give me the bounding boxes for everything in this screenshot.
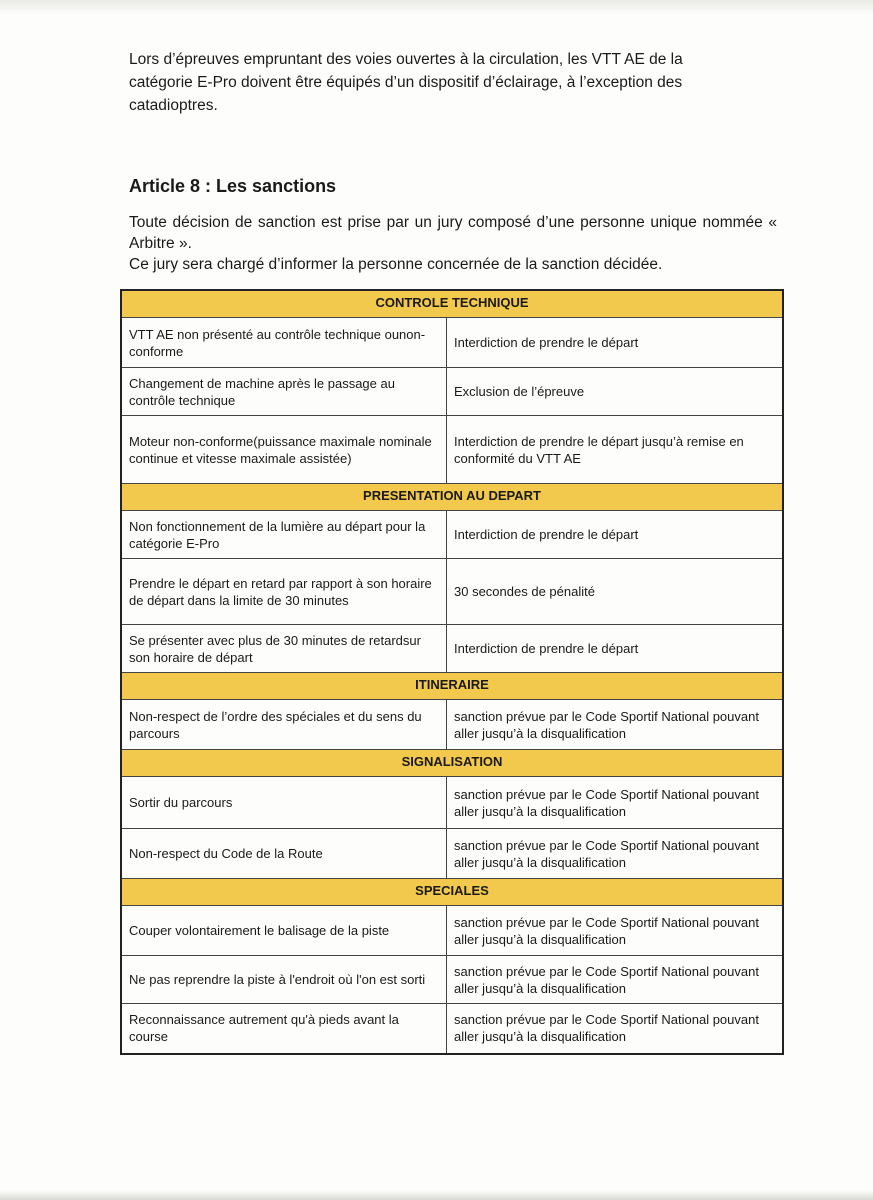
infraction-cell: Non-respect du Code de la Route — [121, 829, 447, 879]
section-title-controle-technique — [121, 290, 783, 318]
infraction-cell: Se présenter avec plus de 30 minutes de retardsur son horaire de départ — [121, 625, 447, 673]
sanction-cell: sanction prévue par le Code Sportif National pouvant aller jusqu’à la disqualification — [447, 700, 784, 750]
sanction-cell: Interdiction de prendre le départ jusqu’à remise en conformité du VTT AE — [447, 416, 784, 484]
infraction-cell: Ne pas reprendre la piste à l'endroit où l'on est sorti — [121, 956, 447, 1004]
sanction-cell: sanction prévue par le Code Sportif National pouvant aller jusqu’à la disqualification — [447, 829, 784, 879]
decision-paragraph-1: Toute décision de sanction est prise par un jury composé d’une personne unique nommée « Arbitre ». — [129, 214, 777, 252]
infraction-cell: Non-respect de l’ordre des spéciales et du sens du parcours — [121, 700, 447, 750]
section-title-text: PRESENTATION AU DEPART — [363, 488, 541, 503]
sanction-cell: Interdiction de prendre le départ — [447, 511, 784, 559]
table-row — [121, 416, 783, 484]
sanctions-table — [120, 289, 784, 1055]
section-header-row — [121, 484, 783, 511]
table-row — [121, 318, 783, 368]
infraction-cell: Sortir du parcours — [121, 777, 447, 829]
sanction-cell: 30 secondes de pénalité — [447, 559, 784, 625]
sanction-cell: Interdiction de prendre le départ — [447, 318, 784, 368]
section-header-row — [121, 290, 783, 318]
section-header-row — [121, 673, 783, 700]
decision-text — [129, 212, 777, 275]
table-row — [121, 559, 783, 625]
table-row — [121, 368, 783, 416]
section-title-text: SPECIALES — [415, 883, 489, 898]
sanction-cell: sanction prévue par le Code Sportif National pouvant aller jusqu’à la disqualification — [447, 956, 784, 1004]
table-row — [121, 1004, 783, 1054]
section-title-text: CONTROLE TECHNIQUE — [375, 295, 529, 310]
infraction-cell: VTT AE non présenté au contrôle technique ounon-conforme — [121, 318, 447, 368]
infraction-cell: Moteur non-conforme(puissance maximale nominale continue et vitesse maximale assistée) — [121, 416, 447, 484]
scan-edge-top — [0, 0, 873, 14]
section-title-text: ITINERAIRE — [415, 677, 489, 692]
sanction-cell: sanction prévue par le Code Sportif National pouvant aller jusqu’à la disqualification — [447, 906, 784, 956]
sanction-cell: Interdiction de prendre le départ — [447, 625, 784, 673]
table-row — [121, 777, 783, 829]
article-title: Article 8 : Les sanctions — [129, 176, 337, 196]
table-row — [121, 956, 783, 1004]
infraction-cell: Reconnaissance autrement qu'à pieds avant la course — [121, 1004, 447, 1054]
table-row — [121, 700, 783, 750]
sanction-cell: sanction prévue par le Code Sportif National pouvant aller jusqu’à la disqualification — [447, 777, 784, 829]
section-title-itineraire — [121, 673, 783, 700]
table-row — [121, 906, 783, 956]
scan-edge-bottom — [0, 1190, 873, 1200]
section-title-text: SIGNALISATION — [401, 754, 503, 769]
infraction-cell: Non fonctionnement de la lumière au départ pour la catégorie E-Pro — [121, 511, 447, 559]
sanction-cell: Exclusion de l’épreuve — [447, 368, 784, 416]
sanction-cell: sanction prévue par le Code Sportif National pouvant aller jusqu’à la disqualification — [447, 1004, 784, 1054]
section-header-row — [121, 879, 783, 906]
decision-paragraph-2: Ce jury sera chargé d’informer la personne concernée de la sanction décidée. — [129, 256, 663, 273]
section-title-presentation-au-depart — [121, 484, 783, 511]
infraction-cell: Prendre le départ en retard par rapport à son horaire de départ dans la limite de 30 minutes — [121, 559, 447, 625]
table-row — [121, 511, 783, 559]
section-title-speciales — [121, 879, 783, 906]
table-row — [121, 829, 783, 879]
intro-paragraph: Lors d’épreuves empruntant des voies ouvertes à la circulation, les VTT AE de la catégorie E-Pro doivent être équipés d’un dispositif d’éclairage, à l’exception des catadioptres. — [129, 51, 683, 114]
table-row — [121, 625, 783, 673]
infraction-cell: Changement de machine après le passage au contrôle technique — [121, 368, 447, 416]
section-title-signalisation — [121, 750, 783, 777]
section-header-row — [121, 750, 783, 777]
infraction-cell: Couper volontairement le balisage de la piste — [121, 906, 447, 956]
